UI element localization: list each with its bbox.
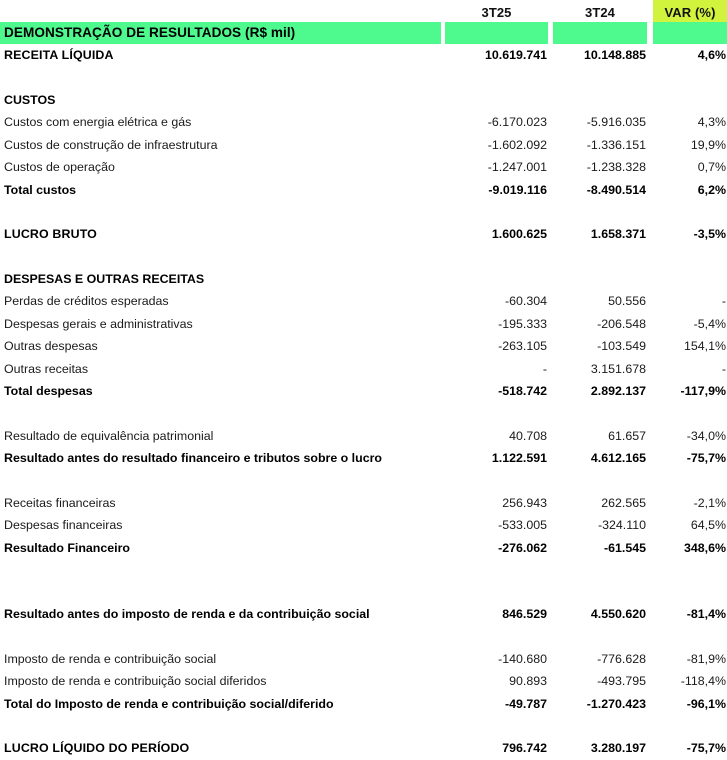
cell-var: -2,1% — [693, 495, 726, 510]
spacer-cell — [0, 201, 727, 223]
table-row-resultado-antes-financeiro — [0, 447, 727, 470]
cell-var: -81,9% — [686, 651, 726, 666]
spacer-after-custos — [0, 201, 727, 223]
spacer-before-resultado-ir-2 — [0, 581, 727, 603]
table-row-resultado-antes-ir — [0, 603, 727, 626]
spacer-after-total-despesas — [0, 403, 727, 425]
spacer-cell — [0, 470, 727, 492]
cell-3t24: 10.148.885 — [583, 48, 646, 63]
cell-var: 0,7% — [697, 160, 726, 175]
table-row-imposto-diferido — [0, 670, 727, 693]
table-row-despesas-gerais — [0, 313, 727, 336]
cell-var: -118,4% — [680, 674, 726, 689]
spacer-cell — [0, 626, 727, 648]
cell-3t24: -5.916.035 — [586, 115, 646, 130]
row-label: LUCRO BRUTO — [4, 227, 97, 242]
row-label: DESPESAS E OUTRAS RECEITAS — [4, 271, 205, 286]
cell-var: - — [721, 361, 726, 376]
cell-3t25: -49.787 — [504, 696, 547, 711]
cell-3t25: -518.742 — [498, 384, 547, 399]
row-label: Resultado antes do resultado financeiro e tributos sobre o lucro — [4, 451, 382, 466]
row-label: LUCRO LÍQUIDO DO PERÍODO — [4, 741, 190, 756]
table-row-custos-header — [0, 89, 727, 112]
cell-3t24: -103.549 — [597, 339, 646, 354]
table-header — [0, 0, 727, 22]
cell-3t25: -276.062 — [498, 540, 547, 555]
spacer-cell — [0, 581, 727, 603]
cell-3t25: -60.304 — [504, 294, 547, 309]
cell-3t25: 846.529 — [502, 607, 547, 622]
row-label: Total custos — [4, 182, 77, 197]
cell-var: 64,5% — [690, 518, 726, 533]
title-fill-var — [653, 22, 727, 44]
cell-var: 19,9% — [690, 137, 726, 152]
row-label: Total despesas — [4, 384, 93, 399]
cell-3t25 — [445, 89, 548, 112]
row-label: Despesas gerais e administrativas — [4, 316, 193, 331]
cell-3t25: -6.170.023 — [487, 115, 547, 130]
statement-title-row — [0, 22, 727, 44]
table-row-outras-despesas — [0, 335, 727, 358]
table-body — [0, 22, 727, 760]
cell-3t24: 2.892.137 — [590, 384, 646, 399]
cell-var: -75,7% — [686, 741, 726, 756]
cell-3t24: 262.565 — [601, 495, 646, 510]
row-label: Custos de operação — [4, 160, 115, 175]
spacer-before-resultado-ir — [0, 559, 727, 581]
cell-3t24: 1.658.371 — [590, 227, 646, 242]
cell-3t24: -61.545 — [603, 540, 646, 555]
cell-3t24: 4.550.620 — [590, 607, 646, 622]
spacer-after-receita — [0, 67, 727, 89]
table-row-despesas-header — [0, 268, 727, 291]
table-row-perdas-creditos — [0, 290, 727, 313]
table-row-custos-operacao — [0, 156, 727, 179]
row-label: Despesas financeiras — [4, 518, 123, 533]
cell-var — [653, 268, 727, 291]
cell-3t25: -263.105 — [498, 339, 547, 354]
row-label: Receitas financeiras — [4, 495, 116, 510]
cell-3t25 — [445, 268, 548, 291]
cell-3t25: 10.619.741 — [484, 48, 547, 63]
table-row-receita-liquida — [0, 44, 727, 67]
cell-var: -117,9% — [680, 384, 726, 399]
table-row-total-imposto — [0, 693, 727, 716]
table-row-outras-receitas — [0, 358, 727, 381]
cell-3t25: 1.600.625 — [491, 227, 547, 242]
spacer-cell — [0, 715, 727, 737]
row-label: Perdas de créditos esperadas — [4, 294, 169, 309]
table-row-receitas-financeiras — [0, 492, 727, 515]
cell-3t24: -1.336.151 — [586, 137, 646, 152]
cell-var: - — [721, 294, 726, 309]
cell-3t25: - — [542, 361, 547, 376]
table-row-despesas-financeiras — [0, 514, 727, 537]
cell-var: -3,5% — [693, 227, 726, 242]
title-fill-3t25 — [445, 22, 548, 44]
cell-3t25: -1.602.092 — [487, 137, 547, 152]
table-row-custos-energia — [0, 111, 727, 134]
cell-3t25: 40.708 — [509, 428, 547, 443]
row-label: Outras despesas — [4, 339, 98, 354]
cell-3t24: -1.238.328 — [586, 160, 646, 175]
cell-var: 4,6% — [697, 48, 726, 63]
row-label: Resultado Financeiro — [4, 540, 130, 555]
table-row-total-custos — [0, 179, 727, 202]
cell-3t24: 61.657 — [608, 428, 646, 443]
cell-3t24: 3.280.197 — [590, 741, 646, 756]
cell-3t25: -140.680 — [498, 651, 547, 666]
spacer-before-financeiras — [0, 470, 727, 492]
cell-3t24 — [553, 89, 647, 112]
cell-3t24: 4.612.165 — [590, 451, 646, 466]
table-row-lucro-liquido — [0, 737, 727, 760]
spacer-after-lucro-bruto — [0, 246, 727, 268]
spacer-cell — [0, 403, 727, 425]
cell-var: -75,7% — [686, 451, 726, 466]
row-label: CUSTOS — [4, 92, 56, 107]
column-header-label — [0, 0, 441, 22]
cell-3t24: 50.556 — [608, 294, 646, 309]
row-label: Total do Imposto de renda e contribuição social/diferido — [4, 696, 334, 711]
spacer-cell — [0, 246, 727, 268]
cell-3t24: -493.795 — [597, 674, 646, 689]
row-label: Custos de construção de infraestrutura — [4, 137, 218, 152]
row-label: RECEITA LÍQUIDA — [4, 48, 114, 63]
cell-3t25: -9.019.116 — [488, 182, 547, 197]
cell-3t25: -1.247.001 — [487, 160, 547, 175]
cell-3t25: -533.005 — [498, 518, 547, 533]
spacer-before-impostos — [0, 626, 727, 648]
spacer-cell — [0, 67, 727, 89]
row-label: Resultado antes do imposto de renda e da contribuição social — [4, 607, 370, 622]
row-label: Resultado de equivalência patrimonial — [4, 428, 214, 443]
row-label: Custos com energia elétrica e gás — [4, 115, 192, 130]
cell-var — [653, 89, 727, 112]
cell-var: -96,1% — [686, 696, 726, 711]
cell-var: -5,4% — [693, 316, 726, 331]
cell-var: -81,4% — [686, 607, 726, 622]
cell-var: -34,0% — [686, 428, 726, 443]
column-header-3t24: 3T24 — [584, 5, 616, 20]
cell-3t24: 3.151.678 — [590, 361, 646, 376]
table-row-imposto-renda — [0, 648, 727, 671]
row-label: Imposto de renda e contribuição social — [4, 651, 217, 666]
cell-3t24: -776.628 — [597, 651, 646, 666]
column-header-row — [0, 0, 727, 22]
table-row-equivalencia-patrimonial — [0, 425, 727, 448]
cell-var: 348,6% — [683, 540, 726, 555]
cell-3t24: -206.548 — [597, 316, 646, 331]
spacer-before-lucro-liquido — [0, 715, 727, 737]
cell-3t25: 1.122.591 — [491, 451, 547, 466]
cell-3t24: -1.270.423 — [586, 696, 646, 711]
table-row-custos-construcao — [0, 134, 727, 157]
spacer-cell — [0, 559, 727, 581]
row-label: Imposto de renda e contribuição social diferidos — [4, 674, 267, 689]
cell-var: 4,3% — [697, 115, 726, 130]
cell-3t25: 90.893 — [509, 674, 547, 689]
cell-3t24 — [553, 268, 647, 291]
cell-3t25: 256.943 — [502, 495, 547, 510]
table-row-total-despesas — [0, 380, 727, 403]
column-header-var: VAR (%) — [653, 0, 727, 22]
title-fill-3t24 — [553, 22, 647, 44]
cell-3t25: 796.742 — [502, 741, 547, 756]
cell-var: 6,2% — [697, 182, 726, 197]
cell-var: 154,1% — [683, 339, 726, 354]
cell-3t25: -195.333 — [498, 316, 547, 331]
cell-3t24: -8.490.514 — [586, 182, 646, 197]
table-row-lucro-bruto — [0, 223, 727, 246]
cell-3t24: -324.110 — [598, 518, 646, 533]
table-row-resultado-financeiro — [0, 537, 727, 560]
column-header-3t25: 3T25 — [481, 5, 512, 20]
page-title: DEMONSTRAÇÃO DE RESULTADOS (R$ mil) — [0, 22, 441, 44]
row-label: Outras receitas — [4, 361, 89, 376]
